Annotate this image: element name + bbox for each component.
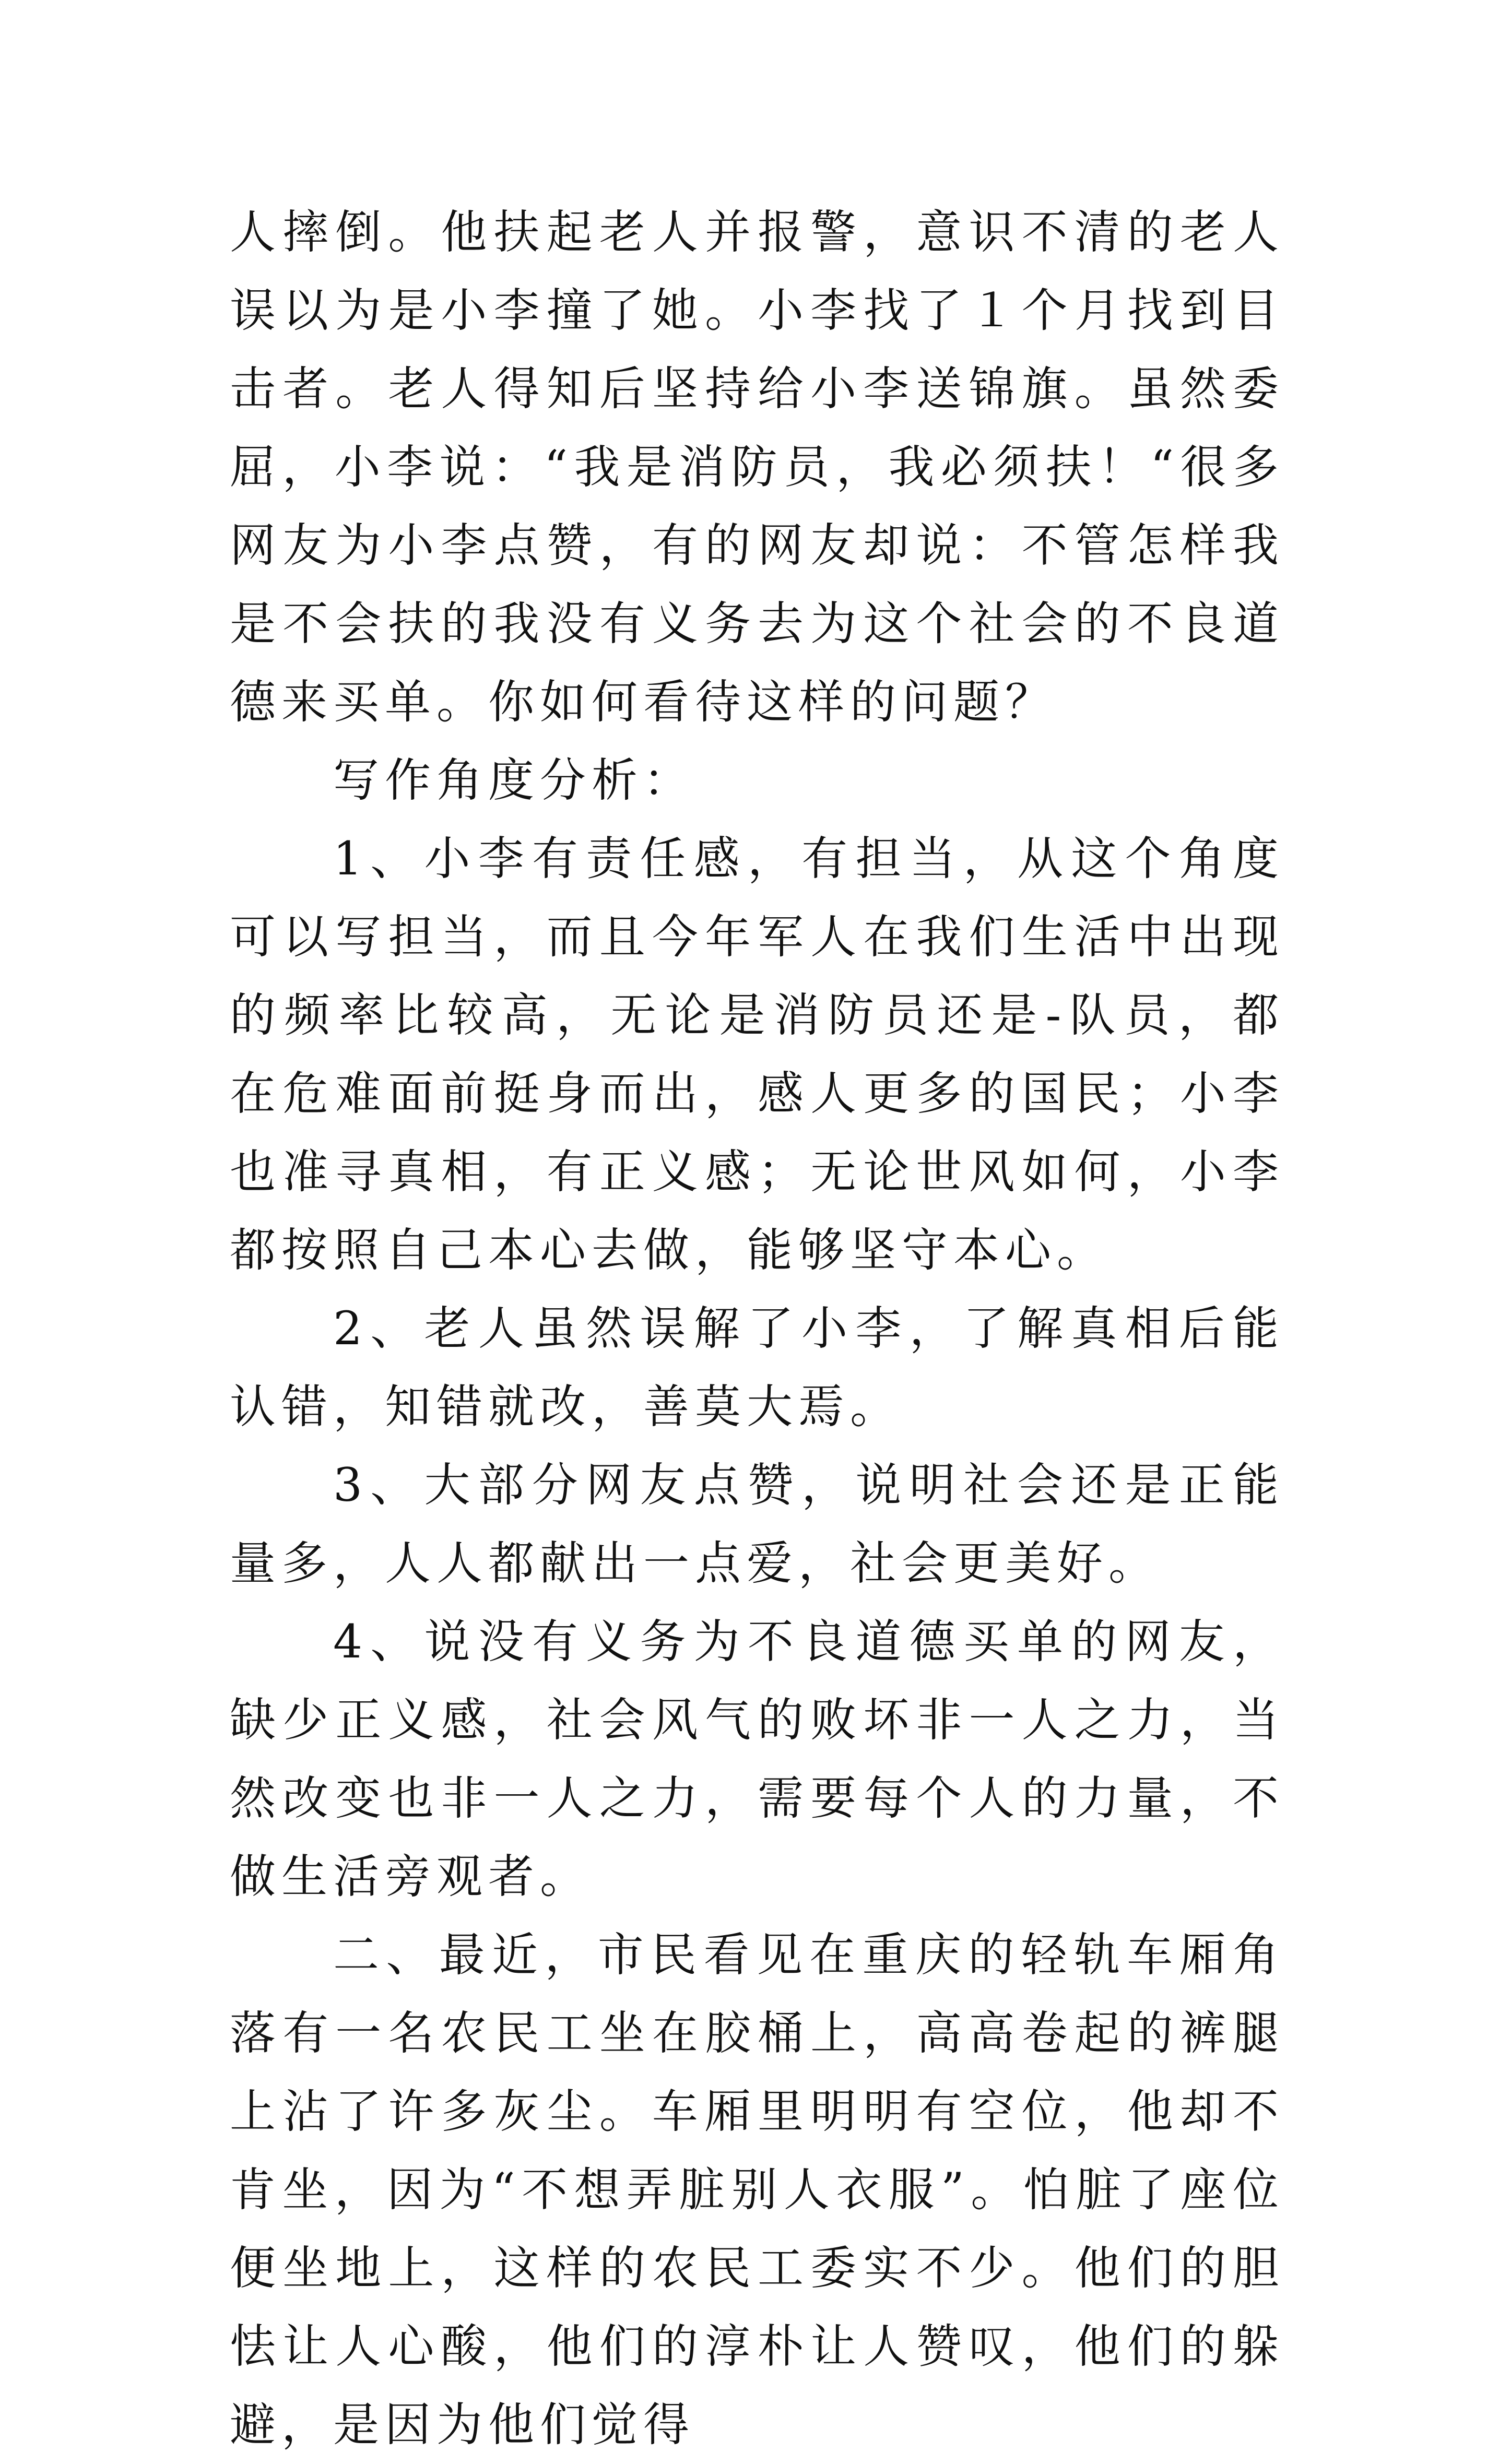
paragraph-6: 4、说没有义务为不良道德买单的网友，缺少正义感，社会风气的败坏非一人之力，当然改变也非一人之力，需要每个人的力量，不做生活旁观者。: [230, 1615, 1284, 1903]
paragraph-2-heading: 写作角度分析：: [333, 753, 695, 807]
paragraph-1: 人摔倒。他扶起老人并报警，意识不清的老人误以为是小李撞了她。小李找了１个月找到目击者。老人得知后坚持给小李送锦旗。虽然委屈，小李说：“我是消防员，我必须扶！“很多网友为小李点赞，有的网友却说：不管怎样我是不会扶的我没有义务去为这个社会的不良道德来买单。你如何看待这样的问题？: [230, 205, 1284, 729]
paragraph-3: 1、小李有责任感，有担当，从这个角度可以写担当，而且今年军人在我们生活中出现的频率比较高，无论是消防员还是-队员，都在危难面前挺身而出，感人更多的国民；小李也准寻真相，有正义感；无论世风如何，小李都按照自己本心去做，能够坚守本心。: [230, 832, 1284, 1277]
paragraph-7: 二、最近，市民看见在重庆的轻轨车厢角落有一名农民工坐在胶桶上，高高卷起的裤腿上沾了许多灰尘。车厢里明明有空位，他却不肯坐，因为“不想弄脏别人衣服”。怕脏了座位便坐地上，这样的农民工委实不少。他们的胆怯让人心酸，他们的淳朴让人赞叹，他们的躲避，是因为他们觉得: [230, 1928, 1284, 2451]
paragraph-5: 3、大部分网友点赞，说明社会还是正能量多，人人都献出一点爱，社会更美好。: [230, 1458, 1284, 1590]
paragraph-4: 2、老人虽然误解了小李，了解真相后能认错，知错就改，善莫大焉。: [230, 1301, 1284, 1434]
document-body: [230, 193, 1284, 2464]
